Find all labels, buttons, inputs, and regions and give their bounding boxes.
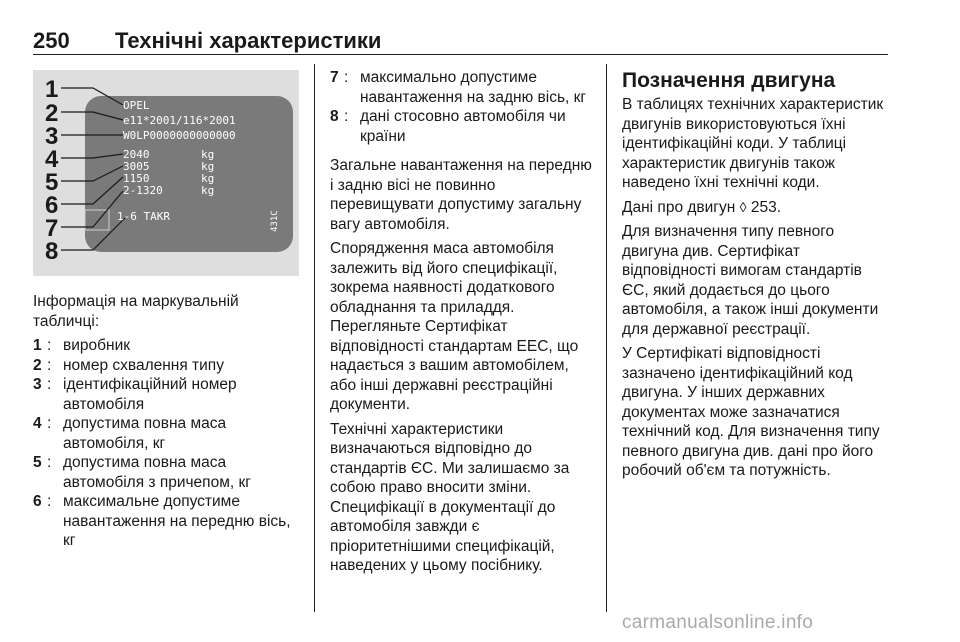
plate-line-vin: W0LP0000000000000: [123, 129, 236, 142]
column-divider-right: [606, 64, 607, 612]
legend-item: 5 : допустима повна маса автомобіля з причепом, кг: [33, 453, 303, 492]
legend-item: 2 : номер схвалення типу: [33, 356, 303, 376]
legend-item: 1 : виробник: [33, 336, 303, 356]
legend-text: виробник: [63, 337, 131, 354]
legend-number: 1: [33, 337, 42, 354]
engine-identification-heading: Позначення двигуна: [622, 69, 836, 92]
engine-type-paragraph: Для визначення типу певного двигуна див. Сертифікат відповідності вимогам стандартів ЄС, який додається до цього автомобіля, а також інші документи для державної реєстрації.: [622, 223, 879, 338]
specifications-paragraph: Технічні характеристики визначаються відповідно до стандартів ЄС. Ми залишаємо за собою право вносити зміни. Специфікації в документації до автомобіля завжди є пріоритетнішими специфікацій, наведених у цьому посібнику.: [330, 420, 570, 574]
callout-1: 1: [45, 76, 59, 103]
middle-column: [330, 68, 596, 581]
legend-item: 3 : ідентифікаційний номер автомобіля: [33, 375, 303, 414]
page-number: 250: [33, 28, 70, 53]
identification-plate-svg: [33, 70, 299, 276]
legend-item: 6 : максимальне допустиме навантаження на передню вісь, кг: [33, 492, 303, 551]
plate-unit-2: kg: [201, 160, 215, 173]
plate-line-rear-axle: 2-1320: [123, 184, 163, 197]
axle-load-paragraph: Загальне навантаження на передню і задню вісі не повинно перевищувати допустиму загальну вагу автомобіля.: [330, 157, 592, 233]
plate-unit-1: kg: [201, 148, 215, 161]
plate-legend-list: [33, 336, 303, 551]
watermark: carmanualsonline.info: [622, 612, 814, 633]
legend-item: 4 : допустима повна маса автомобіля, кг: [33, 414, 303, 453]
callout-5: 5: [45, 169, 59, 196]
legend-number: 5: [33, 454, 42, 471]
identification-plate-figure: [33, 70, 299, 276]
legend-text: дані стосовно автомобіля чи країни: [360, 108, 566, 145]
callout-3: 3: [45, 123, 59, 150]
plate-line-train-weight: 3005: [123, 160, 150, 173]
right-column: [622, 68, 890, 486]
column-divider-left: [314, 64, 315, 612]
legend-text: максимально допустиме навантаження на задню вісь, кг: [360, 69, 587, 106]
page-reference-link[interactable]: 253.: [750, 198, 781, 216]
callout-4: 4: [45, 146, 59, 173]
callout-6: 6: [45, 192, 59, 219]
plate-line-gross-weight: 2040: [123, 148, 150, 161]
legend-text: допустима повна маса автомобіля з причепом, кг: [63, 454, 251, 491]
page-title: Технічні характеристики: [115, 28, 382, 53]
callout-8: 8: [45, 238, 59, 265]
legend-text: максимальне допустиме навантаження на передню вісь, кг: [63, 493, 291, 549]
plate-legend-list-continued: [330, 68, 596, 146]
plate-line-front-axle: 1150: [123, 172, 150, 185]
callout-7: 7: [45, 215, 59, 242]
legend-number: 6: [33, 493, 42, 510]
plate-unit-4: kg: [201, 184, 215, 197]
plate-intro-text: Інформація на маркувальній табличці:: [33, 293, 239, 330]
page-header: [33, 28, 888, 54]
page-reference-icon: ◊: [739, 198, 747, 215]
plate-line-approval: e11*2001/116*2001: [123, 114, 236, 127]
engine-codes-paragraph: В таблицях технічних характеристик двигунів використовуються їхні ідентифікаційні коди. У таблиці характеристик двигунів також наведено їхні технічні коди.: [622, 96, 884, 191]
curb-weight-paragraph: Спорядження маса автомобіля залежить від його специфікації, зокрема наявності додаткового обладнання та приладдя. Перегляньте Сертифікат відповідності стандартам ЕЕС, що надається з вашим автомобілем, або інші державні реєстраційні документи.: [330, 240, 579, 413]
legend-text: допустима повна маса автомобіля, кг: [63, 415, 227, 452]
plate-line-manufacturer: OPEL: [123, 99, 150, 112]
legend-number: 7: [330, 69, 339, 86]
legend-item: 7 : максимально допустиме навантаження на задню вісь, кг: [330, 68, 596, 107]
plate-unit-3: kg: [201, 172, 215, 185]
certificate-paragraph: У Сертифікаті відповідності зазначено ідентифікаційний код двигуна. У інших державних документах може зазначатися технічний код. Для визначення типу певного двигуна див. дані про його робочий об'єм та потужність.: [622, 345, 880, 479]
left-column: [33, 292, 303, 551]
legend-number: 4: [33, 415, 42, 432]
callout-2: 2: [45, 100, 59, 127]
plate-side-code: 431C: [270, 210, 280, 232]
legend-text: ідентифікаційний номер автомобіля: [63, 376, 237, 413]
header-rule: [33, 54, 888, 55]
legend-number: 3: [33, 376, 42, 393]
plate-line-country-data: 1-6 TAKR: [117, 210, 170, 223]
legend-item: 8 : дані стосовно автомобіля чи країни: [330, 107, 596, 146]
legend-text: номер схвалення типу: [63, 356, 224, 374]
engine-data-reference: Дані про двигун ◊ 253.: [622, 198, 781, 216]
legend-number: 8: [330, 108, 339, 125]
legend-number: 2: [33, 356, 42, 374]
